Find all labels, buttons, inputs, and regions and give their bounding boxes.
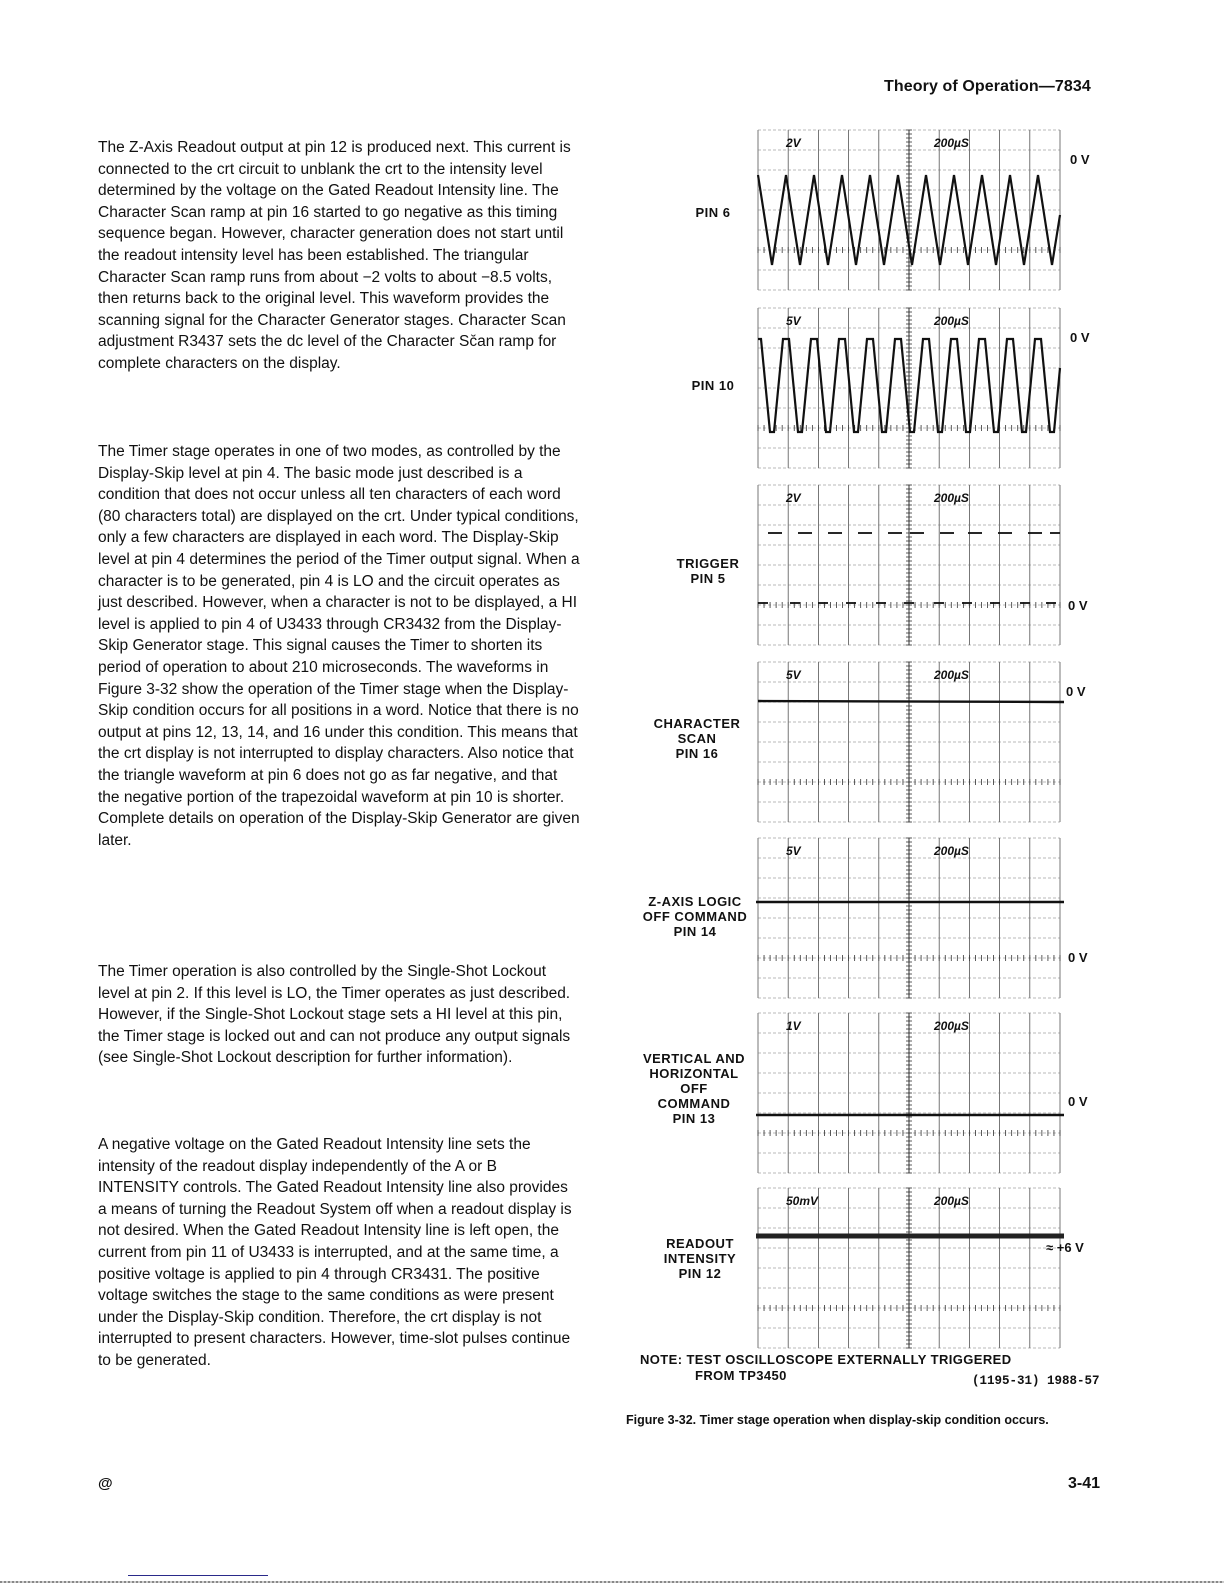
trace-label-line: PIN 6 bbox=[695, 205, 731, 220]
figure-caption: Figure 3-32. Timer stage operation when display-skip condition occurs. bbox=[626, 1413, 1049, 1427]
waveform-trapezoid bbox=[758, 308, 1060, 468]
volts-per-div: 50mV bbox=[786, 1194, 819, 1208]
trace-label-line: VERTICAL AND bbox=[642, 1051, 746, 1066]
time-per-div: 200µS bbox=[934, 844, 969, 858]
time-per-div: 200µS bbox=[934, 491, 969, 505]
oscilloscope-graticule bbox=[758, 1013, 1060, 1173]
paragraph-text: The Timer operation is also controlled by the Single-Shot Lockout level at pin 2. If this level is LO, the Timer operates as just described. However, if the Single-Shot Lockout stage sets a HI level at this pin, the Timer stage is locked out and can not produce any output signals (see Single-Shot Lockout description for further information). bbox=[98, 963, 571, 1067]
trace-label-line: CHARACTER bbox=[653, 716, 741, 731]
trace-label-line: TRIGGER bbox=[676, 556, 740, 571]
page-number: 3-41 bbox=[1068, 1475, 1101, 1492]
footer-mark: @ bbox=[98, 1475, 113, 1492]
trace-label-line: INTENSITY bbox=[663, 1251, 737, 1266]
trace-label-line: PIN 14 bbox=[673, 924, 717, 939]
time-per-div: 200µS bbox=[934, 1194, 969, 1208]
trace-label-line: OFF bbox=[680, 1081, 708, 1096]
volts-per-div: 5V bbox=[786, 314, 801, 328]
trace-label bbox=[668, 205, 758, 220]
note-line: NOTE: TEST OSCILLOSCOPE EXTERNALLY TRIGGERED bbox=[640, 1352, 1012, 1367]
reference-level: 0 V bbox=[1068, 1094, 1088, 1109]
trace-label-line: PIN 5 bbox=[690, 571, 726, 586]
trace-label-line: HORIZONTAL bbox=[649, 1066, 739, 1081]
trace-label-line: Z-AXIS LOGIC bbox=[648, 894, 742, 909]
oscilloscope-graticule bbox=[758, 662, 1060, 822]
oscilloscope-graticule bbox=[758, 485, 1060, 645]
reference-level: 0 V bbox=[1066, 684, 1086, 699]
volts-per-div: 5V bbox=[786, 844, 801, 858]
trace-label bbox=[658, 556, 758, 586]
trace-label-line: PIN 10 bbox=[691, 378, 735, 393]
trace-label-line: READOUT bbox=[666, 1236, 734, 1251]
trace-label-line: OFF COMMAND bbox=[642, 909, 748, 924]
trace-label bbox=[668, 378, 758, 393]
volts-per-div: 2V bbox=[786, 136, 801, 150]
reference-level: 0 V bbox=[1068, 950, 1088, 965]
waveform-flat bbox=[758, 662, 1060, 822]
figure-note bbox=[640, 1352, 1012, 1384]
body-paragraph bbox=[98, 441, 580, 851]
time-per-div: 200µS bbox=[934, 1019, 969, 1033]
running-head: Theory of Operation—7834 bbox=[884, 78, 1091, 95]
volts-per-div: 2V bbox=[786, 491, 801, 505]
reference-level: 0 V bbox=[1070, 330, 1090, 345]
time-per-div: 200µS bbox=[934, 668, 969, 682]
scan-artifact-line bbox=[128, 1575, 268, 1576]
waveform-flat bbox=[758, 1188, 1060, 1348]
paragraph-text: The Timer stage operates in one of two modes, as controlled by the Display-Skip level at pin 4. The basic mode just described is a condition that does not occur unless all ten characters of each word (80 characters total) are displayed on the crt. Under typical conditions, only a few characters are displayed in each word. The Display-Skip level at pin 4 determines the period of the Timer output signal. When a character is to be generated, pin 4 is LO and the circuit operates as just described. However, when a character is not to be displayed, a HI level is applied to pin 4 of U3433 through CR3432 from the Display-Skip Generator stage. This signal causes the Timer to shorten its period of operation to about 210 microseconds. The waveforms in Figure 3-32 show the operation of the Timer stage when the Display-Skip condition occurs for all positions in a word. Notice that there is no output at pins 12, 13, 14, and 16 under this condition. This means that the crt display is not interrupted to display characters. Also notice that the triangle waveform at pin 6 does not go as far negative, and that the negative portion of the trapezoidal waveform at pin 10 is shorter. Complete details on operation of the Display-Skip Generator are given later. bbox=[98, 443, 580, 849]
oscilloscope-graticule bbox=[758, 308, 1060, 468]
body-paragraph bbox=[98, 137, 580, 375]
reference-level: 0 V bbox=[1070, 152, 1090, 167]
body-paragraph bbox=[98, 1134, 580, 1372]
figure-id: (1195-31) 1988-57 bbox=[972, 1374, 1100, 1388]
trace-label bbox=[634, 1051, 754, 1126]
trace-label bbox=[636, 894, 754, 939]
reference-level: ≈ +6 V bbox=[1046, 1240, 1084, 1255]
scan-edge bbox=[0, 1581, 1224, 1583]
trace-label-line: PIN 12 bbox=[678, 1266, 722, 1281]
trace-label-line: PIN 16 bbox=[675, 746, 719, 761]
trace-label-line: COMMAND bbox=[657, 1096, 731, 1111]
trace-label bbox=[646, 1236, 754, 1281]
paragraph-text: The Z-Axis Readout output at pin 12 is produced next. This current is connected to the crt circuit to unblank the crt to the intensity level determined by the voltage on the Gated Readout Intensity line. The Character Scan ramp at pin 16 started to go negative as this timing sequence began. However, character generation does not start until the readout intensity level has been established. The triangular Character Scan ramp runs from about −2 volts to about −8.5 volts, then returns back to the original level. This waveform provides the scanning signal for the Character Generator stages. Character Scan adjustment R3437 sets the dc level of the Character Sc̆an ramp for complete characters on the display. bbox=[98, 139, 571, 372]
time-per-div: 200µS bbox=[934, 314, 969, 328]
volts-per-div: 5V bbox=[786, 668, 801, 682]
trace-label bbox=[646, 716, 748, 761]
body-paragraph bbox=[98, 961, 580, 1069]
paragraph-text: A negative voltage on the Gated Readout Intensity line sets the intensity of the readout display independently of the A or B INTENSITY controls. The Gated Readout Intensity line also provides a means of turning the Readout System off when a readout display is not desired. When the Gated Readout Intensity line is left open, the current from pin 11 of U3433 is interrupted, and at the same time, a positive voltage is applied to pin 4 through CR3431. The positive voltage switches the stage to the same conditions as were present under the Display-Skip condition. Therefore, the crt display is not interrupted to present characters. However, time-slot pulses continue to be generated. bbox=[98, 1136, 572, 1369]
volts-per-div: 1V bbox=[786, 1019, 801, 1033]
waveform-pulses bbox=[758, 485, 1060, 645]
reference-level: 0 V bbox=[1068, 598, 1088, 613]
oscilloscope-graticule bbox=[758, 130, 1060, 290]
waveform-flat bbox=[758, 1013, 1060, 1173]
oscilloscope-graticule bbox=[758, 1188, 1060, 1348]
waveform-triangle bbox=[758, 130, 1060, 290]
note-line: FROM TP3450 bbox=[695, 1368, 787, 1383]
oscilloscope-graticule bbox=[758, 838, 1060, 998]
waveform-flat bbox=[758, 838, 1060, 998]
trace-label-line: PIN 13 bbox=[672, 1111, 716, 1126]
time-per-div: 200µS bbox=[934, 136, 969, 150]
trace-label-line: SCAN bbox=[677, 731, 717, 746]
